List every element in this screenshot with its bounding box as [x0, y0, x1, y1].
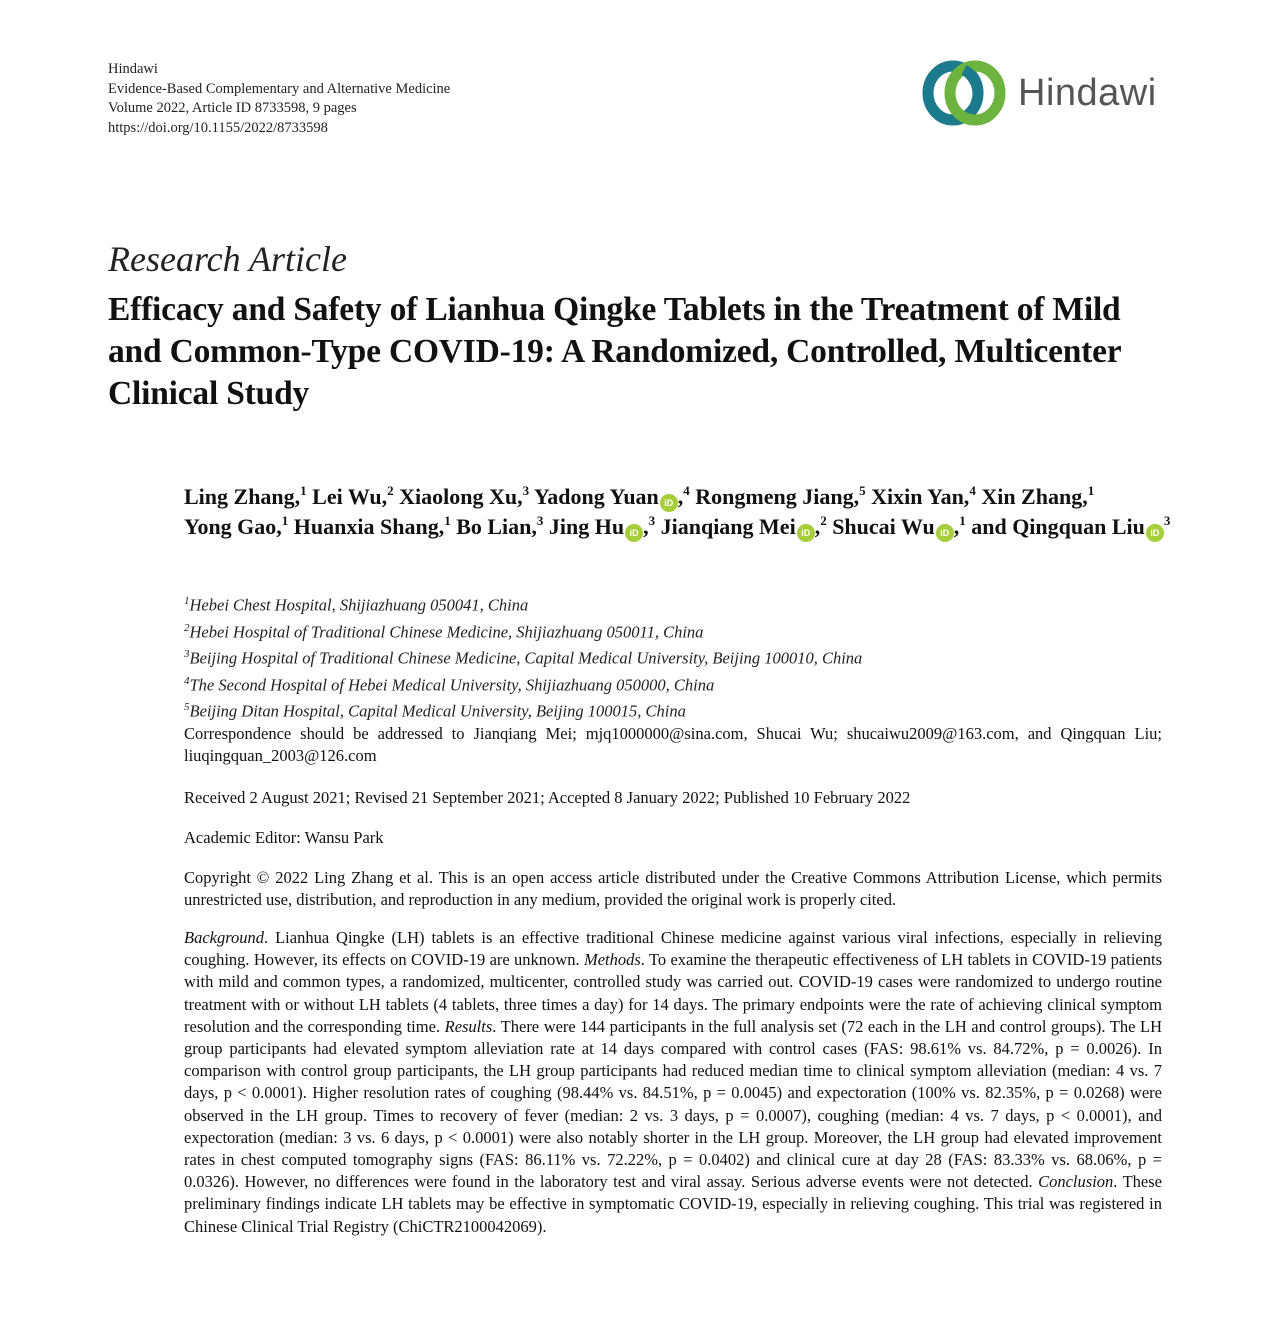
author-affiliation-number: 2 — [820, 513, 827, 528]
author-affiliation-number: 1 — [281, 513, 289, 528]
affiliation-item — [184, 670, 862, 697]
author-name[interactable] — [294, 514, 451, 539]
author-name[interactable] — [312, 484, 394, 509]
journal-name: Evidence-Based Complementary and Alternative Medicine — [108, 80, 451, 97]
author-name-text: Huanxia Shang, — [293, 514, 445, 539]
abstract-background-label: Background — [184, 928, 265, 947]
publication-dates: Received 2 August 2021; Revised 21 September 2021; Accepted 8 January 2022; Published 10 February 2022 — [184, 788, 911, 807]
academic-editor: Academic Editor: Wansu Park — [184, 828, 384, 847]
author-affiliation-number: 1 — [1087, 483, 1095, 498]
affiliation-number: 4 — [184, 674, 190, 687]
affiliation-item — [184, 696, 862, 723]
affiliation-text: Beijing Hospital of Traditional Chinese Medicine, Capital Medical University, Beijing 100010, China — [189, 648, 863, 668]
publisher-name: Hindawi — [108, 61, 158, 77]
orcid-icon[interactable]: iD — [625, 524, 643, 542]
affiliation-number: 1 — [184, 595, 190, 607]
author-name[interactable] — [871, 484, 976, 509]
abstract — [184, 927, 1162, 1238]
paper-title: Efficacy and Safety of Lianhua Qingke Tablets in the Treatment of Mild and Common-Type COVID-19: A Randomized, Controlled, Multicenter Clinical Study — [108, 291, 1121, 412]
author-name-text: Xiaolong Xu, — [399, 484, 523, 509]
author-name[interactable] — [661, 514, 827, 539]
author-affiliation-number: 3 — [536, 513, 544, 528]
volume-info: Volume 2022, Article ID 8733598, 9 pages — [108, 100, 357, 116]
author-list — [184, 482, 1174, 542]
author-affiliation-number: 4 — [969, 483, 976, 498]
author-affiliation-number: 2 — [387, 483, 394, 498]
logo-text: Hindawi — [1018, 71, 1157, 114]
author-name[interactable] — [695, 484, 865, 509]
article-type: Research Article — [108, 239, 347, 279]
affiliation-number: 2 — [184, 621, 190, 634]
author-name-text: Jing Hu — [548, 514, 625, 539]
abstract-methods-label: Methods — [583, 950, 641, 970]
author-name-text: Xixin Yan, — [871, 484, 970, 509]
affiliation-number: 5 — [184, 701, 190, 713]
affiliation-text: Hebei Hospital of Traditional Chinese Medicine, Shijiazhuang 050011, China — [189, 622, 704, 641]
author-comma: , — [953, 514, 960, 539]
author-name[interactable] — [456, 514, 543, 539]
author-name[interactable] — [832, 514, 966, 539]
affiliation-text: Beijing Ditan Hospital, Capital Medical University, Beijing 100015, China — [189, 701, 686, 721]
correspondence: Correspondence should be addressed to Jianqiang Mei; mjq1000000@sina.com, Shucai Wu; shucaiwu2009@163.com, and Qingquan Liu; liuqingquan_2003@126.com — [184, 724, 1162, 765]
copyright-notice: Copyright © 2022 Ling Zhang et al. This is an open access article distributed under the Creative Commons Attribution License, which permits unrestricted use, distribution, and reproduction in any medium, provided the original work is properly cited. — [184, 868, 1162, 909]
author-affiliation-number: 3 — [1163, 513, 1171, 528]
author-name[interactable] — [981, 484, 1094, 509]
journal-info — [108, 60, 450, 138]
author-comma: , — [643, 514, 649, 539]
author-affiliation-number: 1 — [300, 483, 307, 498]
author-affiliation-number: 4 — [683, 483, 690, 498]
author-affiliation-number: 1 — [959, 513, 966, 528]
hindawi-logo[interactable] — [920, 58, 1157, 128]
abstract-results-label: Results — [444, 1016, 493, 1036]
author-name-text: Xin Zhang, — [981, 484, 1088, 509]
author-comma: , — [814, 514, 821, 539]
author-name[interactable] — [971, 514, 1170, 539]
affiliation-text: The Second Hospital of Hebei Medical University, Shijiazhuang 050000, China — [189, 675, 715, 694]
orcid-icon[interactable]: iD — [936, 524, 954, 542]
author-name-text: Ling Zhang, — [184, 484, 301, 509]
affiliation-item — [184, 617, 862, 644]
author-affiliation-number: 3 — [648, 513, 656, 528]
author-affiliation-number: 3 — [522, 483, 530, 498]
author-comma: , — [677, 484, 684, 509]
orcid-icon[interactable]: iD — [1146, 524, 1164, 542]
abstract-methods: . To examine the therapeutic effectiveness of LH tablets in COVID-19 patients with mild and common types, a randomized, multicenter, controlled study was carried out. COVID-19 cases were randomized to undergo routine treatment with or without LH tablets (4 tablets, three times a day) for 14 days. The primary endpoints were the rate of achieving clinical symptom resolution and the corresponding time. — [184, 950, 1162, 1036]
author-name[interactable] — [549, 514, 655, 539]
orcid-icon[interactable]: iD — [797, 524, 815, 542]
author-name[interactable] — [184, 484, 307, 509]
affiliation-item — [184, 590, 862, 617]
author-name[interactable] — [534, 484, 690, 509]
author-name-text: and Qingquan Liu — [971, 514, 1145, 539]
doi-link[interactable]: https://doi.org/10.1155/2022/8733598 — [108, 119, 328, 136]
abstract-background: . Lianhua Qingke (LH) tablets is an effective traditional Chinese medicine against various viral infections, especially in relieving coughing. However, its effects on COVID-19 are unknown. — [184, 928, 1162, 970]
author-name-text: Rongmeng Jiang, — [695, 484, 860, 509]
hindawi-rings-icon — [920, 60, 1008, 126]
author-name-text: Jianqiang Mei — [660, 514, 796, 539]
author-name-text: Yadong Yuan — [533, 484, 659, 509]
affiliation-number: 3 — [184, 648, 190, 660]
author-name[interactable] — [184, 514, 288, 539]
affiliation-item — [184, 643, 862, 670]
author-affiliation-number: 1 — [444, 513, 451, 528]
affiliations-list — [184, 590, 862, 723]
author-name-text: Yong Gao, — [184, 514, 282, 539]
abstract-conclusion-label: Conclusion — [1038, 1172, 1114, 1192]
affiliation-text: Hebei Chest Hospital, Shijiazhuang 050041, China — [189, 595, 529, 615]
orcid-icon[interactable]: iD — [660, 494, 678, 512]
author-name-text: Lei Wu, — [312, 484, 388, 509]
abstract-conclusion: . These preliminary findings indicate LH tablets may be effective in symptomatic COVID-19, especially in relieving coughing. This trial was registered in Chinese Clinical Trial Registry (ChiCTR2100042069). — [184, 1172, 1162, 1236]
author-name-text: Bo Lian, — [456, 514, 537, 539]
abstract-results: . There were 144 participants in the full analysis set (72 each in the LH and control groups). The LH group participants had elevated symptom alleviation rate at 14 days compared with control cases (FAS: 98.61% vs. 84.72%, p = 0.0026). In comparison with control group participants, the LH group participants had reduced median time to clinical symptom alleviation (median: 4 vs. 7 days, p < 0.0001). Higher resolution rates of coughing (98.44% vs. 84.51%, p = 0.0045) and expectoration (100% vs. 82.35%, p = 0.0268) were observed in the LH group. Times to recovery of fever (median: 2 vs. 3 days, p = 0.0007), coughing (median: 4 vs. 7 days, p < 0.0001), and expectoration (median: 3 vs. 6 days, p < 0.0001) were also notably shorter in the LH group. Moreover, the LH group had elevated improvement rates in chest computed tomography signs (FAS: 86.11% vs. 72.22%, p = 0.0402) and clinical cure at day 28 (FAS: 83.33% vs. 68.06%, p = 0.0326). However, no differences were found in the laboratory test and viral assay. Serious adverse events were not detected. — [184, 1016, 1162, 1192]
author-name[interactable] — [399, 484, 529, 509]
author-name-text: Shucai Wu — [832, 514, 935, 539]
author-affiliation-number: 5 — [859, 483, 866, 498]
